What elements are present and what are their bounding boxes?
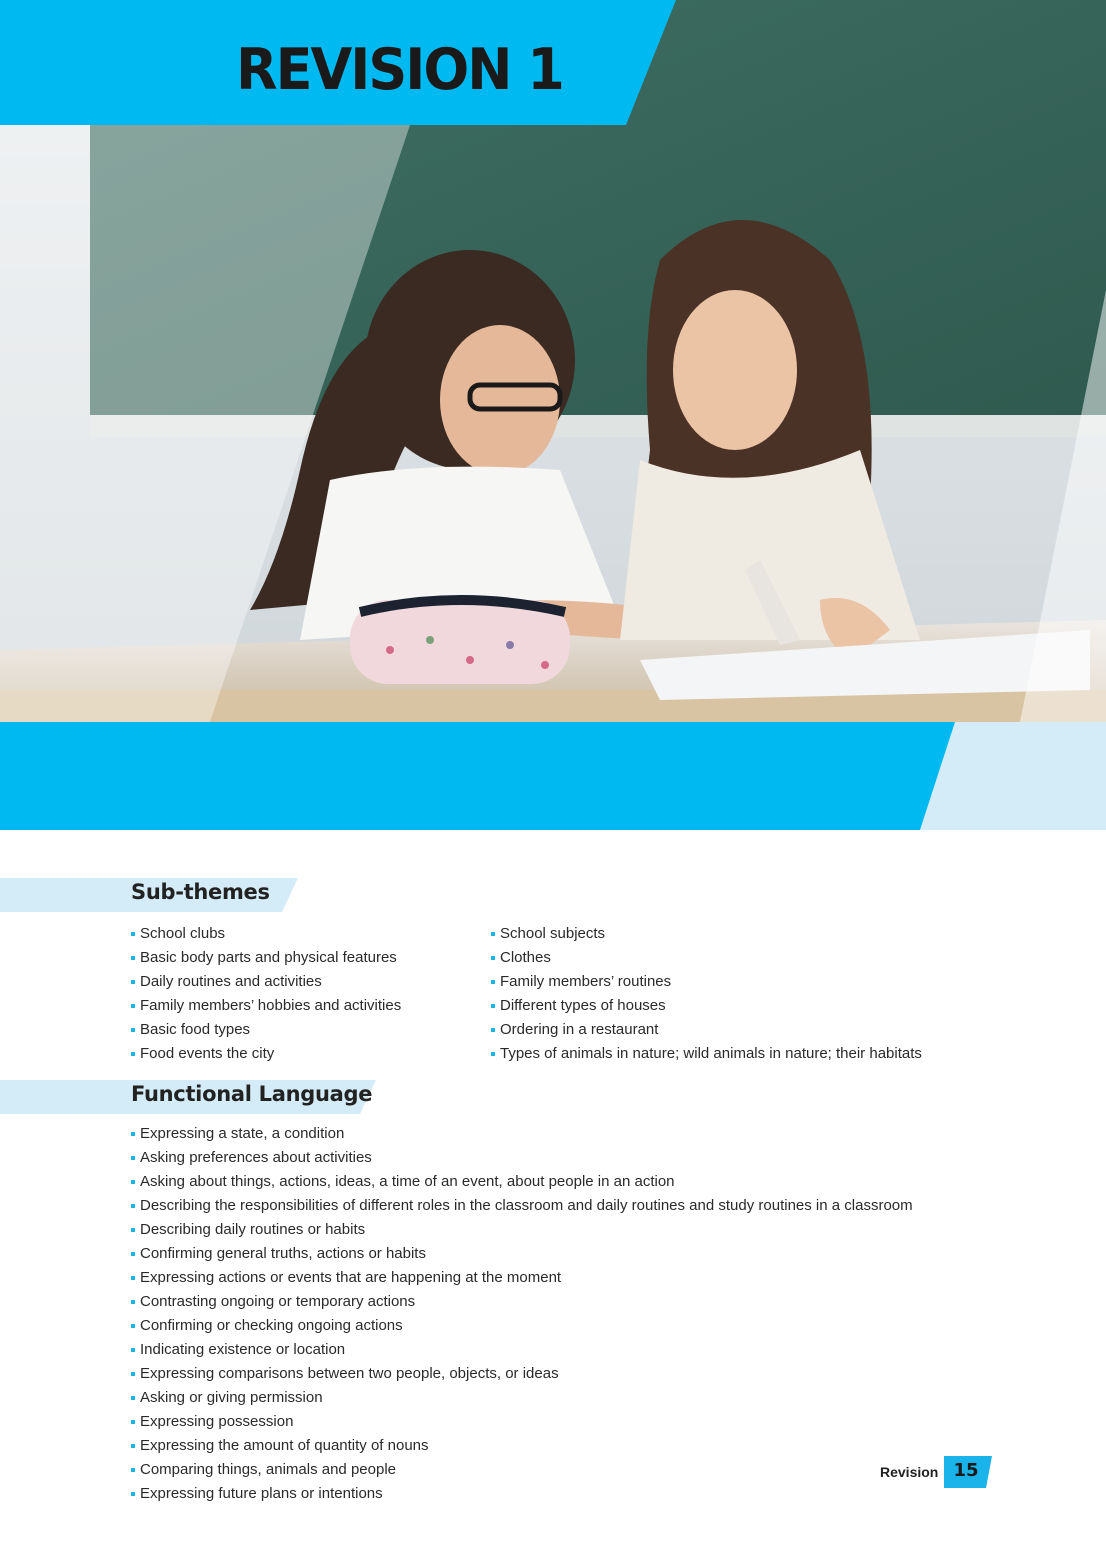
list-item: Contrasting ongoing or temporary actions [131,1290,913,1314]
list-item: Asking about things, actions, ideas, a time of an event, about people in an action [131,1170,913,1194]
bullet-icon [131,956,135,960]
list-item: Daily routines and activities [131,970,401,994]
bullet-icon [131,1444,135,1448]
list-item: Describing daily routines or habits [131,1218,913,1242]
list-item: Food events the city [131,1042,401,1066]
bullet-icon [131,1132,135,1136]
bullet-icon [131,1300,135,1304]
bullet-icon [491,1004,495,1008]
list-item: Expressing actions or events that are happening at the moment [131,1266,913,1290]
list-item: Confirming general truths, actions or habits [131,1242,913,1266]
page-number-badge [944,1456,992,1488]
bullet-icon [491,932,495,936]
list-item: Describing the responsibilities of different roles in the classroom and daily routines and study routines in a classroom [131,1194,913,1218]
page-number: 15 [953,1460,979,1481]
functional-language-heading-tab [0,1080,380,1114]
list-item: Types of animals in nature; wild animals in nature; their habitats [491,1042,922,1066]
bullet-icon [131,1204,135,1208]
bullet-icon [131,932,135,936]
bullet-icon [131,1324,135,1328]
bullet-icon [131,1372,135,1376]
list-item: Expressing future plans or intentions [131,1482,913,1506]
bullet-icon [131,1276,135,1280]
bullet-icon [131,1028,135,1032]
list-item: Basic body parts and physical features [131,946,401,970]
list-item: School clubs [131,922,401,946]
bullet-icon [491,980,495,984]
footer-section-label: Revision [880,1464,939,1480]
bullet-icon [131,980,135,984]
list-item: Basic food types [131,1018,401,1042]
sub-themes-list-left [131,922,401,1066]
bullet-icon [131,1396,135,1400]
bullet-icon [131,1156,135,1160]
bullet-icon [491,956,495,960]
bullet-icon [131,1228,135,1232]
sub-themes-heading-tab [0,878,300,912]
list-item: Comparing things, animals and people [131,1458,913,1482]
bullet-icon [491,1052,495,1056]
page-title: REVISION 1 [236,36,563,103]
bullet-icon [131,1492,135,1496]
bullet-icon [131,1180,135,1184]
functional-language-heading: Functional Language [131,1082,373,1106]
bullet-icon [131,1252,135,1256]
list-item: Expressing comparisons between two people, objects, or ideas [131,1362,913,1386]
functional-language-list [131,1122,913,1506]
list-item: Expressing possession [131,1410,913,1434]
list-item: Clothes [491,946,922,970]
list-item: Family members’ routines [491,970,922,994]
bullet-icon [131,1348,135,1352]
sub-themes-heading: Sub-themes [131,880,270,904]
list-item: Indicating existence or location [131,1338,913,1362]
bullet-icon [491,1028,495,1032]
list-item: School subjects [491,922,922,946]
list-item: Asking preferences about activities [131,1146,913,1170]
bullet-icon [131,1468,135,1472]
bullet-icon [131,1420,135,1424]
sub-themes-list-right [491,922,922,1066]
bullet-icon [131,1052,135,1056]
bullet-icon [131,1004,135,1008]
list-item: Expressing a state, a condition [131,1122,913,1146]
list-item: Ordering in a restaurant [491,1018,922,1042]
list-item: Asking or giving permission [131,1386,913,1410]
list-item: Family members’ hobbies and activities [131,994,401,1018]
list-item: Confirming or checking ongoing actions [131,1314,913,1338]
list-item: Different types of houses [491,994,922,1018]
list-item: Expressing the amount of quantity of nouns [131,1434,913,1458]
